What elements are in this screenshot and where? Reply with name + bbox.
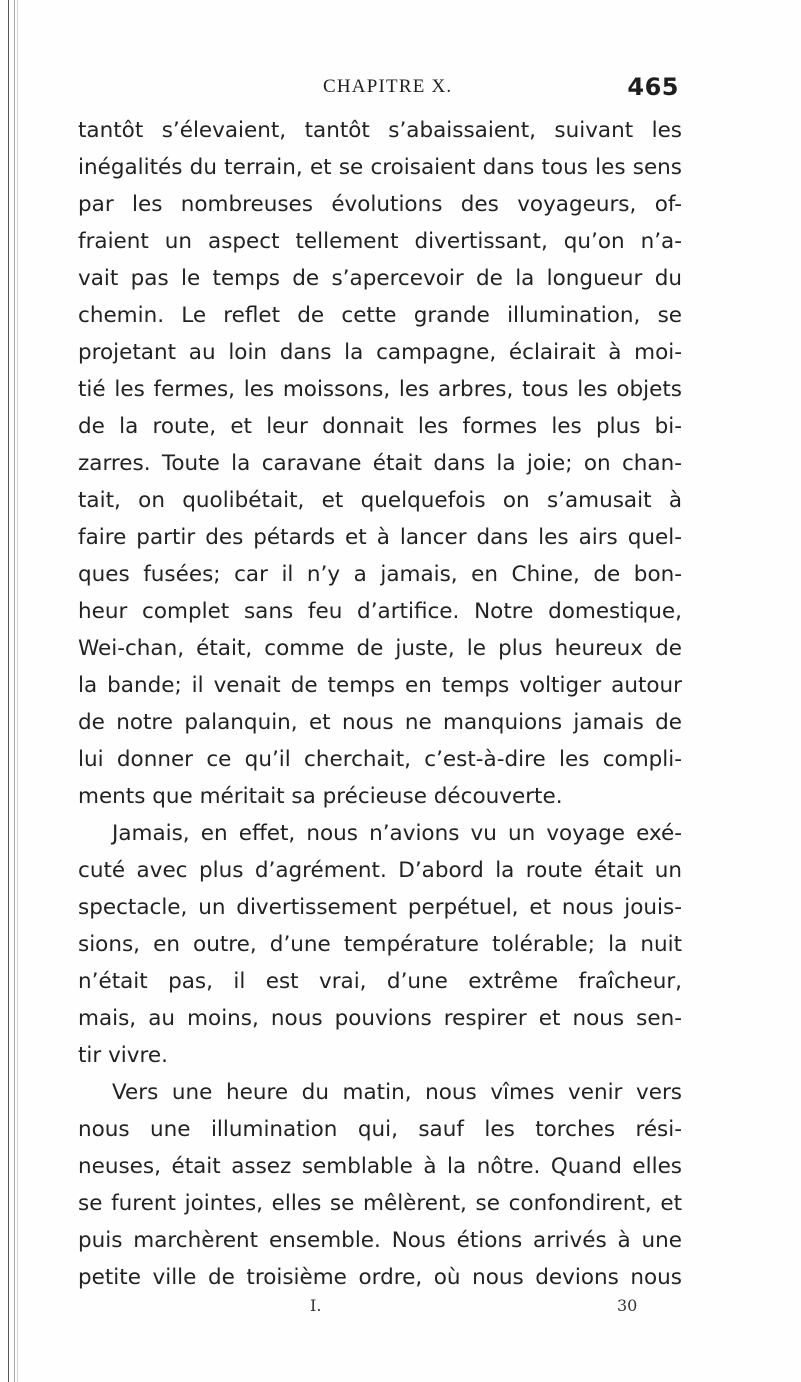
text-line: se furent jointes, elles se mêlèrent, se confondirent, et: [78, 1191, 682, 1216]
text-line: nous une illumination qui, sauf les torches rési-: [78, 1117, 682, 1142]
text-line: zarres. Toute la caravane était dans la joie; on chan-: [78, 451, 682, 476]
text-line: de la route, et leur donnait les formes les plus bi-: [78, 414, 682, 439]
text-line: spectacle, un divertissement perpétuel, et nous jouis-: [78, 895, 682, 920]
text-line: n’était pas, il est vrai, d’une extrême fraîcheur,: [78, 969, 682, 994]
text-line: fraient un aspect tellement divertissant, qu’on n’a-: [78, 229, 682, 254]
page-number: 465: [627, 73, 679, 101]
page-edge-line: [17, 0, 18, 1382]
text-line: de notre palanquin, et nous ne manquions jamais de: [78, 710, 682, 735]
running-header: [78, 73, 679, 106]
text-line: vait pas le temps de s’apercevoir de la longueur du: [78, 266, 682, 291]
text-line: sions, en outre, d’une température tolérable; la nuit: [78, 932, 682, 957]
text-line: puis marchèrent ensemble. Nous étions arrivés à une: [78, 1228, 682, 1253]
text-line: cuté avec plus d’agrément. D’abord la route était un: [78, 858, 682, 883]
page-edge-line: [14, 0, 15, 1382]
text-line: par les nombreuses évolutions des voyageurs, of-: [78, 192, 682, 217]
text-line-paragraph-start: Jamais, en effet, nous n’avions vu un voyage exé-: [112, 821, 682, 846]
text-line: la bande; il venait de temps en temps voltiger autour: [78, 673, 682, 698]
body-text: [78, 112, 682, 1296]
text-line: inégalités du terrain, et se croisaient dans tous les sens: [78, 155, 682, 180]
signature-footer: [78, 1296, 682, 1322]
text-line-paragraph-end: ments que méritait sa précieuse découverte.: [78, 784, 563, 809]
signature-number: 30: [617, 1296, 638, 1315]
page-edge-line: [8, 0, 9, 1382]
text-line: petite ville de troisième ordre, où nous devions nous: [78, 1265, 682, 1290]
text-line: faire partir des pétards et à lancer dans les airs quel-: [78, 525, 682, 550]
text-line: tait, on quolibétait, et quelquefois on s’amusait à: [78, 488, 682, 513]
text-line: mais, au moins, nous pouvions respirer et nous sen-: [78, 1006, 682, 1031]
text-line: lui donner ce qu’il cherchait, c’est-à-dire les compli-: [78, 747, 682, 772]
text-line-paragraph-end: tir vivre.: [78, 1043, 168, 1068]
signature-mark: I.: [310, 1296, 322, 1315]
text-line: neuses, était assez semblable à la nôtre. Quand elles: [78, 1154, 682, 1179]
text-line: tié les fermes, les moissons, les arbres, tous les objets: [78, 377, 682, 402]
text-line: Wei-chan, était, comme de juste, le plus heureux de: [78, 636, 682, 661]
chapter-title: CHAPITRE X.: [323, 76, 453, 97]
text-line: ques fusées; car il n’y a jamais, en Chine, de bon-: [78, 562, 682, 587]
text-line: projetant au loin dans la campagne, éclairait à moi-: [78, 340, 682, 365]
text-line: chemin. Le reflet de cette grande illumination, se: [78, 303, 682, 328]
text-line-paragraph-start: Vers une heure du matin, nous vîmes venir vers: [112, 1080, 682, 1105]
text-line: tantôt s’élevaient, tantôt s’abaissaient, suivant les: [78, 118, 682, 143]
text-line: heur complet sans feu d’artifice. Notre domestique,: [78, 599, 682, 624]
